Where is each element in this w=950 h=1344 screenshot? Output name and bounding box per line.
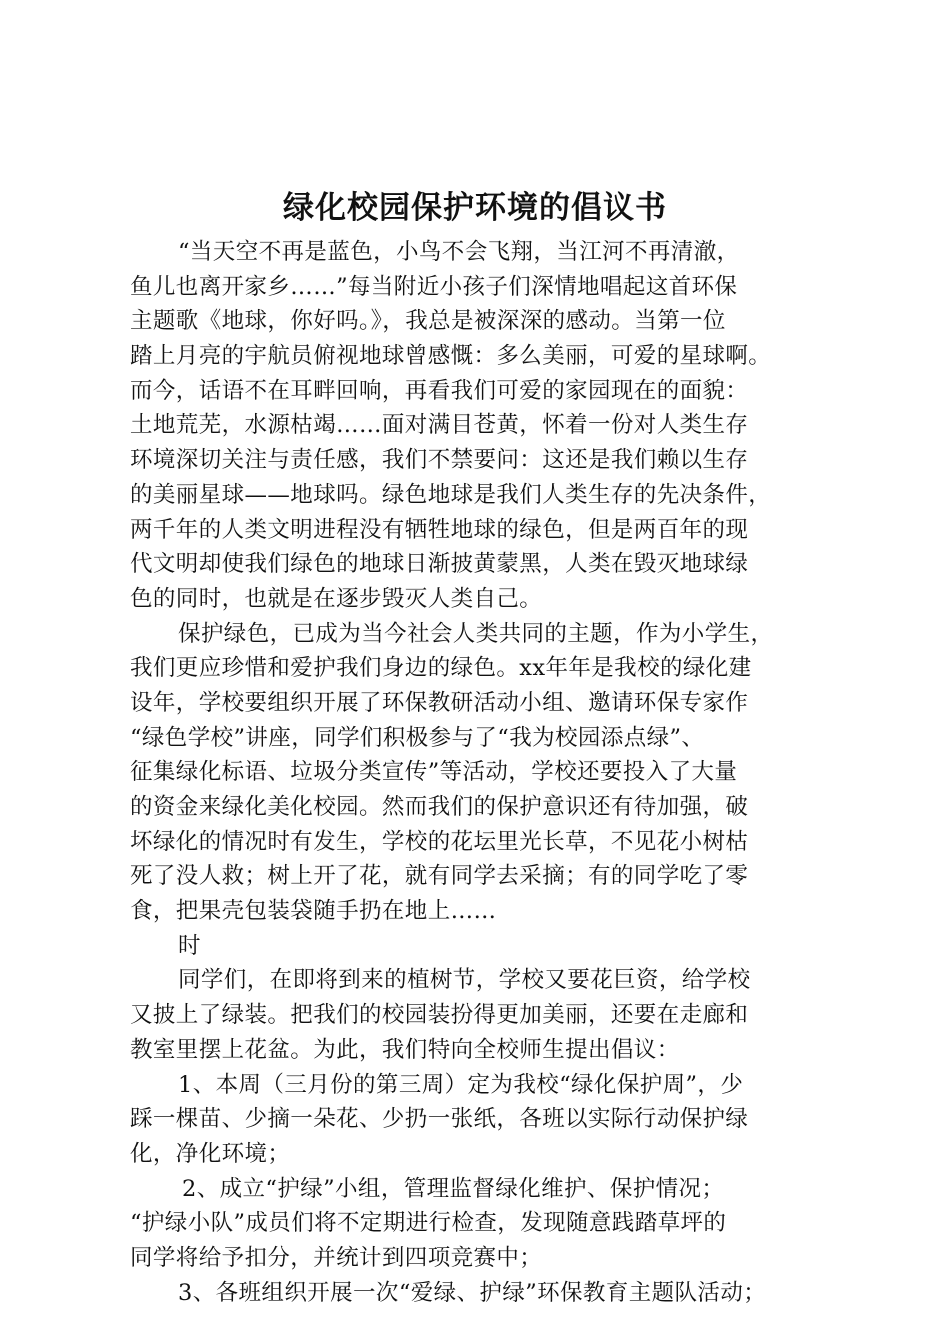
text-line: 保护绿色，已成为当今社会人类共同的主题，作为小学生， [178,620,774,647]
text-line: 食，把果壳包装袋随手扔在地上…… [130,898,497,925]
text-line: 同学们，在即将到来的植树节，学校又要花巨资，给学校 [178,967,751,994]
text-line: 死了没人救；树上开了花，就有同学去采摘；有的同学吃了零 [130,863,749,890]
text-line: 环境深切关注与责任感，我们不禁要问：这还是我们赖以生存 [130,447,749,474]
text-line: 主题歌《地球，你好吗。》，我总是被深深的感动。当第一位 [130,308,726,335]
text-line: “护绿小队”成员们将不定期进行检查，发现随意践踏草坪的 [130,1210,727,1237]
text-line: 两千年的人类文明进程没有牺牲地球的绿色，但是两百年的现 [130,516,749,543]
document-title: 绿化校园保护环境的倡议书 [283,190,667,226]
text-line: 踏上月亮的宇航员俯视地球曾感慨：多么美丽，可爱的星球啊。 [130,343,772,370]
text-line: 3、各班组织开展一次“爱绿、护绿”环保教育主题队活动； [178,1279,767,1306]
text-line: 又披上了绿装。把我们的校园装扮得更加美丽，还要在走廊和 [130,1002,749,1029]
text-line: 坏绿化的情况时有发生，学校的花坛里光长草，不见花小树枯 [130,828,749,855]
text-line: 代文明却使我们绿色的地球日渐披黄蒙黑，人类在毁灭地球绿 [130,551,749,578]
text-line: 1、本周（三月份的第三周）定为我校“绿化保护周”，少 [178,1071,744,1098]
text-line: 设年，学校要组织开展了环保教研活动小组、邀请环保专家作 [130,689,749,716]
text-line: 鱼儿也离开家乡……”每当附近小孩子们深情地唱起这首环保 [130,273,738,300]
text-line: 2、成立“护绿”小组，管理监督绿化维护、保护情况； [182,1175,725,1202]
text-line: 时 [178,932,201,959]
text-line: 征集绿化标语、垃圾分类宣传”等活动，学校还要投入了大量 [130,759,738,786]
text-line: 土地荒芜，水源枯竭……面对满目苍黄，怀着一份对人类生存 [130,412,749,439]
text-line: 我们更应珍惜和爱护我们身边的绿色。xx年年是我校的绿化建 [130,655,752,682]
text-line: 同学将给予扣分，并统计到四项竞赛中； [130,1244,543,1271]
text-line: 化，净化环境； [130,1140,291,1167]
text-line: 的资金来绿化美化校园。然而我们的保护意识还有待加强，破 [130,794,749,820]
text-line: 教室里摆上花盆。为此，我们特向全校师生提出倡议： [130,1036,680,1063]
document-body [130,235,850,1310]
text-line: “绿色学校”讲座，同学们积极参与了“我为校园添点绿”、 [130,724,705,751]
text-line: “当天空不再是蓝色，小鸟不会飞翔，当江河不再清澈， [178,239,740,265]
text-line: 的美丽星球——地球吗。绿色地球是我们人类生存的先决条件， [130,481,772,508]
text-line: 而今，话语不在耳畔回响，再看我们可爱的家园现在的面貌： [130,377,749,404]
text-line: 色的同时，也就是在逐步毁灭人类自己。 [130,585,543,612]
text-line: 踩一棵苗、少摘一朵花、少扔一张纸，各班以实际行动保护绿 [130,1106,749,1133]
